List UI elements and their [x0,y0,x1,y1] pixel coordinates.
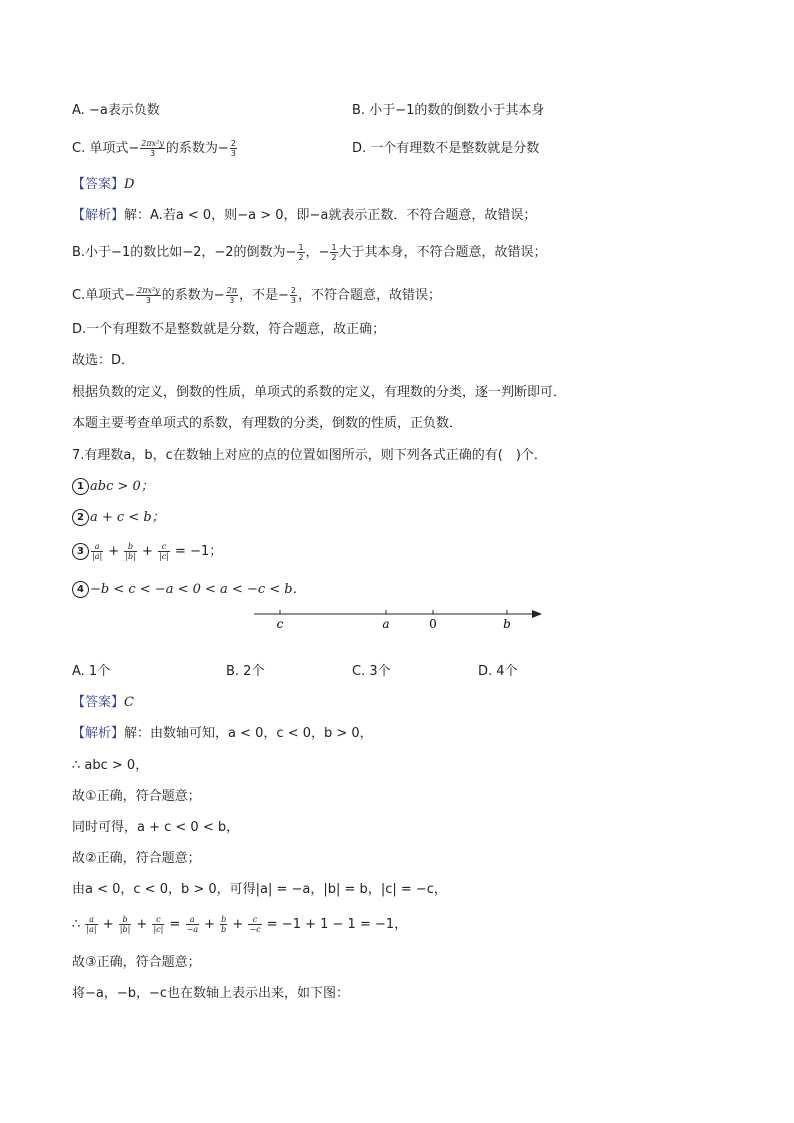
fraction: $\frac{b}{|b|}$ [119,915,131,934]
fraction: $\frac{2\pi}{3}$ [226,286,237,305]
option-b: B. 小于−1的数的倒数小于其本身 [352,103,545,118]
circled-number: 3 [72,543,89,560]
fraction: $\frac{c}{|c|}$ [159,542,169,561]
question-stem: 7.有理数a，b，c在数轴上对应的点的位置如图所示，则下列各式正确的有( )个． [72,448,547,463]
fraction: $\frac{1}{2}$ [331,243,337,262]
summary-line: 根据负数的定义，倒数的性质，单项式的系数的定义，有理数的分类，逐一判断即可． [72,385,567,400]
circled-number: 1 [72,478,89,495]
summary-line: 本题主要考查单项式的系数，有理数的分类，倒数的性质，正负数． [72,416,463,431]
fraction: $\frac{a}{|a|}$ [86,915,97,934]
analysis-line: B.小于−1的数比如−2，−2的倒数为− $\frac{1}{2}$ ，− $\frac{1}{2}$ 大于其本身，不符合题意，故错误； [72,243,547,262]
analysis-line: 故①正确，符合题意； [72,789,201,804]
answer-line: 【答案】C [72,695,134,710]
option-c: C. 3个 [352,664,391,679]
fraction: $\frac{b}{b}$ [221,915,227,934]
fraction: $\frac{a}{-a}$ [186,915,198,934]
statement-4: 4 −b < c < −a < 0 < a < −c < b． [72,580,306,600]
axis-label-a: a [382,617,390,631]
analysis-line: 故②正确，符合题意； [72,851,201,866]
fraction: $\frac{\text{2πx²y}}{3}$ [137,286,160,305]
fraction: $\frac{\text{2πx²y}}{3}$ [141,139,164,158]
option-a: A. 1个 [72,664,111,679]
choice-line: 故选：D． [72,353,135,368]
circled-number: 2 [72,509,89,526]
option-c: C. 单项式− $\frac{\text{2πx²y}}{3}$ 的系数为− $\frac{2}{3}$ [72,139,236,158]
analysis-line: 【解析】解：A.若a < 0，则−a > 0，即−a就表示正数．不符合题意，故错误； [72,208,537,223]
analysis-line: C.单项式− $\frac{\text{2πx²y}}{3}$ 的系数为− $\frac{2\pi}{3}$ ，不是− $\frac{2}{3}$ ，不符合题意，故错误； [72,286,441,305]
statement-2: 2 a + c < b； [72,508,165,528]
statement-3: 3 $\frac{a}{|a|}$ + $\frac{b}{|b|}$ + $\frac{c}{|c|}$ = −1； [72,542,222,562]
analysis-line: 【解析】解：由数轴可知，a < 0，c < 0，b > 0， [72,726,373,741]
analysis-line: 将−a，−b，−c也在数轴上表示出来，如下图： [72,986,350,1001]
axis-label-c: c [276,617,284,631]
option-a: A. −a表示负数 [72,103,160,118]
analysis-line: D.一个有理数不是整数就是分数，符合题意，故正确； [72,322,386,337]
analysis-line: 由a < 0，c < 0，b > 0，可得|a| = −a，|b| = b，|c| = −c， [72,882,447,897]
fraction: $\frac{2}{3}$ [290,286,296,305]
circled-number: 4 [72,581,89,598]
fraction: $\frac{c}{-c}$ [249,915,261,934]
fraction: $\frac{1}{2}$ [298,243,304,262]
answer-line: 【答案】D [72,177,135,192]
axis-label-0: 0 [429,617,437,631]
option-b: B. 2个 [226,664,265,679]
fraction: $\frac{b}{|b|}$ [125,542,136,561]
analysis-line: ∴ abc > 0， [72,758,149,773]
analysis-line: 同时可得，a + c < 0 < b， [72,820,240,835]
statement-1: 1 abc > 0； [72,477,154,497]
axis-label-b: b [503,617,511,631]
fraction: $\frac{2}{3}$ [230,139,236,158]
analysis-line: ∴ $\frac{a}{|a|}$ + $\frac{b}{|b|}$ + $\frac{c}{|c|}$ = $\frac{a}{-a}$ + $\frac{b}{b}$ + $\frac{c}{-c}$ = −1 + 1 − 1 = −1， [72,915,408,934]
fraction: $\frac{a}{|a|}$ [92,542,103,561]
option-d: D. 4个 [478,664,518,679]
analysis-line: 故③正确，符合题意； [72,955,201,970]
number-line [250,604,550,634]
fraction: $\frac{c}{|c|}$ [153,915,164,934]
option-d: D. 一个有理数不是整数就是分数 [352,141,540,156]
